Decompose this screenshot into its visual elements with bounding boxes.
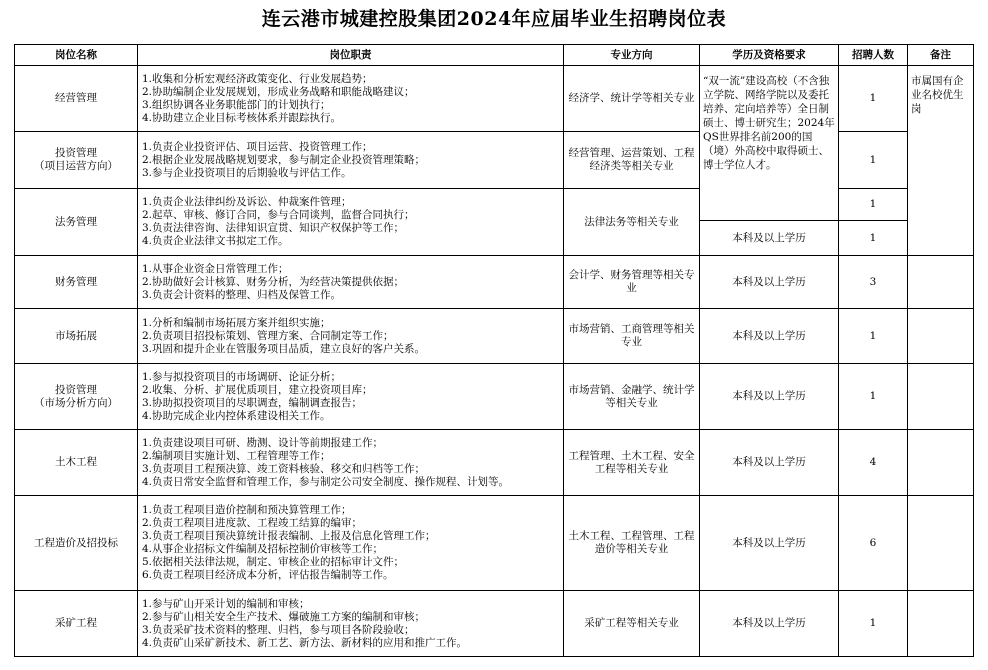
document-title: 连云港市城建控股集团2024年应届毕业生招聘岗位表 [261,8,727,30]
duties-cell: 1.从事企业资金日常管理工作； 2.协助做好会计核算、财务分析，为经营决策提供依据； 3.负责会计资料的整理、归档及保管工作。 [138,256,564,309]
table-row [15,309,974,364]
duties-cell: 1.负责建设项目可研、勘测、设计等前期报建工作； 2.编制项目实施计划、工程管理等工作； 3.负责项目工程预决算、竣工资料核验、移交和归档等工作； 4.负责日常安全监督和管理工作，参与制定公司安全制度、操作规程、计划等。 [138,430,564,496]
duties-cell: 1.参与拟投资项目的市场调研、论证分析； 2.收集、分析、扩展优质项目，建立投资项目库； 3.协助拟投资项目的尽职调查，编制调查报告； 4.协助完成企业内控体系建设相关工作。 [138,364,564,430]
count-cell: 3 [839,256,908,309]
note-cell [908,496,974,591]
position-name: 土木工程 [15,430,138,496]
major-cell: 工程管理、土木工程、安全工程等相关专业 [564,430,700,496]
note-cell [908,591,974,657]
header-major: 专业方向 [564,45,700,66]
header-notes: 备注 [908,45,974,66]
positions-table [14,44,974,657]
note-merged: 市属国有企业名校优生岗 [908,66,974,256]
requirement-cell: 本科及以上学历 [700,256,839,309]
position-name: 工程造价及招投标 [15,496,138,591]
count-cell: 4 [839,430,908,496]
table-header-row [15,45,974,66]
requirement-cell: 本科及以上学历 [700,496,839,591]
major-cell: 经济学、统计学等相关专业 [564,66,700,132]
major-cell: 法律法务等相关专业 [564,189,700,256]
table-row [15,591,974,657]
position-name: 采矿工程 [15,591,138,657]
table-row [15,364,974,430]
count-cell: 1 [839,309,908,364]
position-name: 法务管理 [15,189,138,256]
note-cell [908,309,974,364]
table-row [15,430,974,496]
requirement-cell: 本科及以上学历 [700,430,839,496]
note-cell [908,364,974,430]
requirement-cell: 本科及以上学历 [700,364,839,430]
count-cell: 1 [839,221,908,256]
header-requirements: 学历及资格要求 [700,45,839,66]
major-cell: 土木工程、工程管理、工程造价等相关专业 [564,496,700,591]
duties-cell: 1.负责工程项目造价控制和预决算管理工作； 2.负责工程项目进度款、工程竣工结算的编审； 3.负责工程项目预决算统计报表编制、上报及信息化管理工作； 4.从事企业招标文件编制及招标控制价审核等工作； 5.依据相关法律法规，制定、审核企业的招标审计文件； 6.负责工程项目经济成本分析，评估报告编制等工作。 [138,496,564,591]
count-cell: 6 [839,496,908,591]
requirement-merged: “双一流”建设高校（不含独立学院、网络学院以及委托培养、定向培养等）全日制硕士、博士研究生；2024年QS世界排名前200的国（境）外高校中取得硕士、博士学位人才。 [700,66,839,221]
note-cell [908,430,974,496]
count-cell: 1 [839,591,908,657]
count-cell: 1 [839,189,908,221]
position-name: 投资管理 （市场分析方向） [15,364,138,430]
position-name: 财务管理 [15,256,138,309]
table-row [15,496,974,591]
major-cell: 市场营销、金融学、统计学等相关专业 [564,364,700,430]
requirement-cell: 本科及以上学历 [700,591,839,657]
requirement-cell: 本科及以上学历 [700,221,839,256]
header-count: 招聘人数 [839,45,908,66]
table-row [15,256,974,309]
note-cell [908,256,974,309]
position-name: 经营管理 [15,66,138,132]
duties-cell: 1.收集和分析宏观经济政策变化、行业发展趋势； 2.协助编制企业发展规划，形成业务战略和职能战略建议； 3.组织协调各业务职能部门的计划执行； 4.协助建立企业目标考核体系并跟踪执行。 [138,66,564,132]
major-cell: 经营管理、运营策划、工程经济类等相关专业 [564,132,700,189]
position-name: 市场拓展 [15,309,138,364]
duties-cell: 1.分析和编制市场拓展方案并组织实施； 2.负责项目招投标策划、管理方案、合同制定等工作； 3.巩固和提升企业在管服务项目品质，建立良好的客户关系。 [138,309,564,364]
duties-cell: 1.参与矿山开采计划的编制和审核； 2.参与矿山相关安全生产技术、爆破施工方案的编制和审核； 3.负责采矿技术资料的整理、归档，参与项目各阶段验收； 4.负责矿山采矿新技术、新工艺、新方法、新材料的应用和推广工作。 [138,591,564,657]
header-duties: 岗位职责 [138,45,564,66]
header-position: 岗位名称 [15,45,138,66]
count-cell: 1 [839,66,908,132]
position-name: 投资管理 （项目运营方向） [15,132,138,189]
requirement-cell: 本科及以上学历 [700,309,839,364]
duties-cell: 1.负责企业投资评估、项目运营、投资管理工作； 2.根据企业发展战略规划要求，参与制定企业投资管理策略； 3.参与企业投资项目的后期验收与评估工作。 [138,132,564,189]
count-cell: 1 [839,132,908,189]
count-cell: 1 [839,364,908,430]
major-cell: 采矿工程等相关专业 [564,591,700,657]
duties-cell: 1.负责企业法律纠纷及诉讼、仲裁案件管理； 2.起草、审核、修订合同，参与合同谈判，监督合同执行； 3.负责法律咨询、法律知识宣贯、知识产权保护等工作； 4.负责企业法律文书拟定工作。 [138,189,564,256]
major-cell: 市场营销、工商管理等相关专业 [564,309,700,364]
major-cell: 会计学、财务管理等相关专业 [564,256,700,309]
table-row [15,66,974,132]
